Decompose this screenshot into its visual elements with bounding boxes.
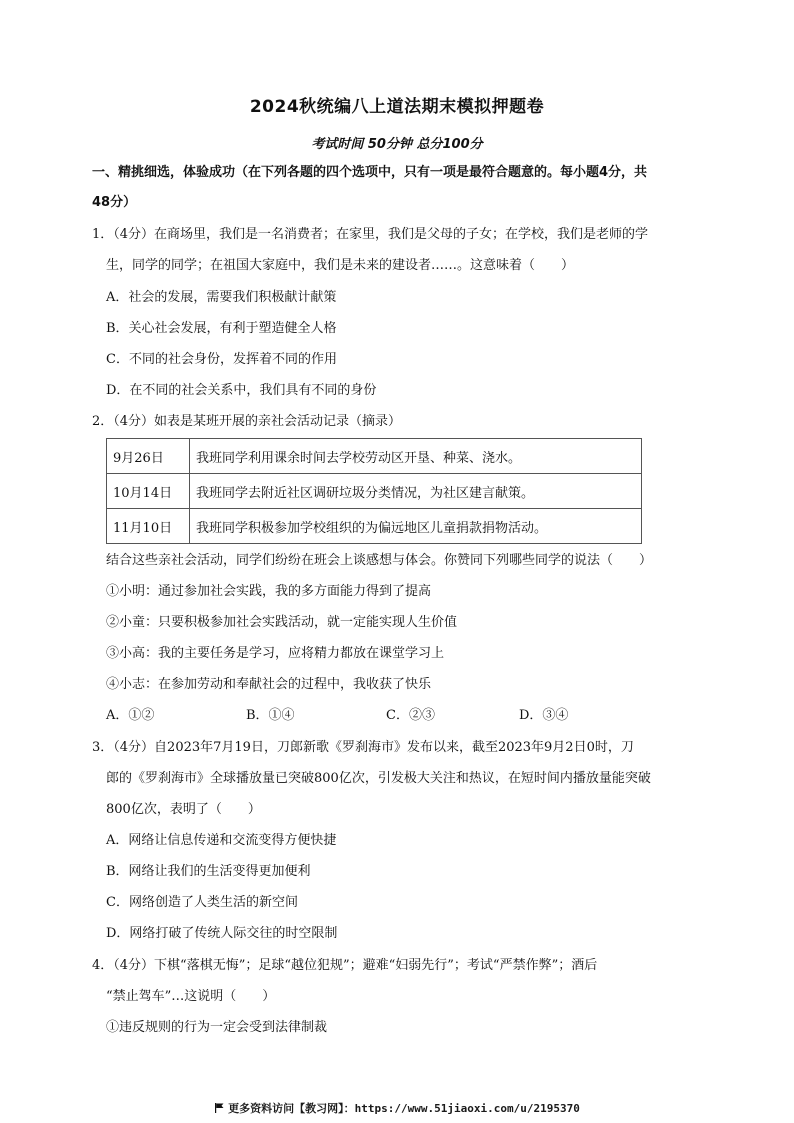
- question-3-stem: 3．（4分）自2023年7月19日，刀郎新歌《罗刹海市》发布以来，截至2023年9月2日0时，刀: [92, 740, 634, 755]
- question-2-option-b: B．①④: [246, 708, 295, 723]
- question-3-option-a: A．网络让信息传递和交流变得方便快捷: [106, 833, 337, 848]
- exam-time-score: 考试时间 50分钟 总分100分: [311, 137, 483, 152]
- question-3-stem-cont2: 800亿次，表明了（ ）: [106, 802, 261, 817]
- table-row: [107, 439, 642, 474]
- table-cell-activity: 我班同学去附近社区调研垃圾分类情况，为社区建言献策。: [190, 474, 642, 509]
- question-1-option-d: D．在不同的社会关系中，我们具有不同的身份: [106, 383, 377, 398]
- section-heading: 一、精挑细选，体验成功（在下列各题的四个选项中，只有一项是最符合题意的。每小题4分，共: [92, 165, 648, 180]
- question-2-option-a: A．①②: [106, 708, 155, 723]
- table-cell-date: 9月26日: [107, 439, 190, 474]
- question-4-stem-cont: “禁止驾车”…这说明（ ）: [106, 989, 276, 1004]
- question-1-option-b: B．关心社会发展，有利于塑造健全人格: [106, 321, 337, 336]
- question-2-statement-3: ③小高：我的主要任务是学习，应将精力都放在课堂学习上: [106, 646, 445, 661]
- table-cell-activity: 我班同学利用课余时间去学校劳动区开垦、种菜、浇水。: [190, 439, 642, 474]
- section-heading-cont: 48分）: [92, 195, 137, 210]
- question-2-statement-4: ④小志：在参加劳动和奉献社会的过程中，我收获了快乐: [106, 677, 432, 692]
- question-1-stem: 1．（4分）在商场里，我们是一名消费者；在家里，我们是父母的子女；在学校，我们是老师的学: [92, 227, 649, 242]
- question-2-followup: 结合这些亲社会活动，同学们纷纷在班会上谈感想与体会。你赞同下列哪些同学的说法（ ）: [106, 553, 653, 568]
- question-1-stem-cont: 生，同学的同学；在祖国大家庭中，我们是未来的建设者……。这意味着（ ）: [106, 258, 575, 273]
- question-2-statement-1: ①小明：通过参加社会实践，我的多方面能力得到了提高: [106, 584, 432, 599]
- table-cell-date: 10月14日: [107, 474, 190, 509]
- question-3-option-c: C．网络创造了人类生活的新空间: [106, 895, 298, 910]
- question-4-stem: 4．（4分）下棋“落棋无悔”；足球“越位犯规”；避难“妇弱先行”；考试“严禁作弊”；酒后: [92, 958, 598, 973]
- table-cell-date: 11月10日: [107, 509, 190, 544]
- table-row: [107, 474, 642, 509]
- question-3-option-d: D．网络打破了传统人际交往的时空限制: [106, 926, 338, 941]
- table-row: [107, 509, 642, 544]
- question-1-option-a: A．社会的发展，需要我们积极献计献策: [106, 290, 337, 305]
- flag-icon: [214, 1103, 224, 1113]
- question-1-option-c: C．不同的社会身份，发挥着不同的作用: [106, 352, 337, 367]
- activity-table: [106, 438, 642, 544]
- question-2-option-c: C．②③: [386, 708, 435, 723]
- table-cell-activity: 我班同学积极参加学校组织的为偏远地区儿童捐款捐物活动。: [190, 509, 642, 544]
- question-2-stem: 2．（4分）如表是某班开展的亲社会活动记录（摘录）: [92, 414, 402, 429]
- footer-text[interactable]: 更多资料访问【教习网】：https://www.51jiaoxi.com/u/2195370: [228, 1102, 580, 1115]
- question-2-option-d: D．③④: [519, 708, 569, 723]
- question-3-stem-cont: 郎的《罗刹海市》全球播放量已突破800亿次，引发极大关注和热议，在短时间内播放量能突破: [106, 771, 651, 786]
- question-3-option-b: B．网络让我们的生活变得更加便利: [106, 864, 311, 879]
- page-title: 2024秋统编八上道法期末模拟押题卷: [249, 97, 545, 117]
- question-2-statement-2: ②小童：只要积极参加社会实践活动，就一定能实现人生价值: [106, 615, 458, 630]
- question-4-statement-1: ①违反规则的行为一定会受到法律制裁: [106, 1020, 328, 1035]
- footer-link[interactable]: [0, 1100, 794, 1116]
